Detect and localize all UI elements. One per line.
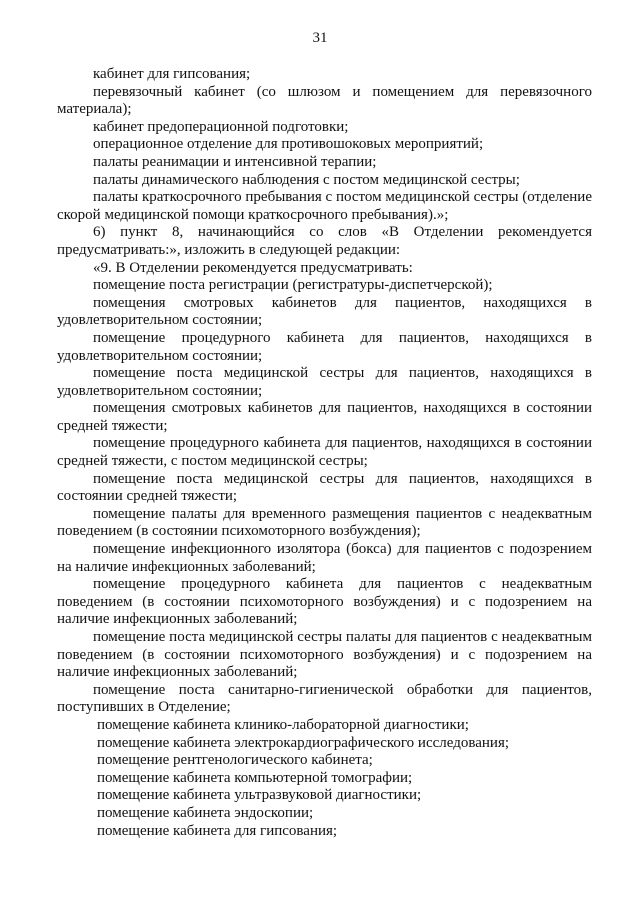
paragraph: помещения смотровых кабинетов для пациентов, находящихся в состоянии средней тяжести; <box>57 400 592 434</box>
paragraph: кабинет предоперационной подготовки; <box>93 118 349 135</box>
paragraph: палаты краткосрочного пребывания с постом медицинской сестры (отделение скорой медицинской помощи краткосрочного пребывания).»; <box>57 189 592 223</box>
paragraph: помещение поста санитарно-гигиенической обработки для пациентов, поступивших в Отделение; <box>57 681 592 716</box>
paragraph: помещение инфекционного изолятора (бокса) для пациентов с подозрением на наличие инфекционных заболеваний; <box>57 541 592 575</box>
paragraph: помещение рентгенологического кабинета; <box>97 752 373 769</box>
paragraph: операционное отделение для противошоковых мероприятий; <box>93 136 484 153</box>
paragraph: помещение кабинета ультразвуковой диагностики; <box>97 787 422 804</box>
paragraph: кабинет для гипсования; <box>93 66 251 82</box>
paragraph: помещение процедурного кабинета для пациентов, находящихся в состоянии средней тяжести, с постом медицинской сестры; <box>57 435 592 470</box>
paragraph: 6) пункт 8, начинающийся со слов «В Отделении рекомендуется предусматривать:», изложить в следующей редакции: <box>57 224 592 258</box>
paragraph: помещение кабинета компьютерной томографии; <box>97 769 413 786</box>
paragraph: помещение палаты для временного размещения пациентов с неадекватным поведением (в состоянии психомоторного возбуждения); <box>57 505 592 540</box>
paragraph: помещения смотровых кабинетов для пациентов, находящихся в удовлетворительном состоянии; <box>57 294 592 329</box>
paragraph: палаты динамического наблюдения с постом медицинской сестры; <box>93 171 520 188</box>
paragraph: палаты реанимации и интенсивной терапии; <box>93 153 377 170</box>
paragraph: помещение поста медицинской сестры для пациентов, находящихся в состоянии средней тяжести; <box>57 470 592 505</box>
paragraph: помещение кабинета клинико-лабораторной диагностики; <box>97 716 469 733</box>
paragraph: помещение поста регистрации (регистратуры-диспетчерской); <box>93 277 493 294</box>
document-body <box>57 66 592 840</box>
paragraph: помещение поста медицинской сестры для пациентов, находящихся в удовлетворительном состоянии; <box>57 365 592 399</box>
paragraph: перевязочный кабинет (со шлюзом и помещением для перевязочного материала); <box>57 83 592 118</box>
paragraph: помещение процедурного кабинета для пациентов, находящихся в удовлетворительном состоянии; <box>57 329 592 364</box>
paragraph: помещение поста медицинской сестры палаты для пациентов с неадекватным поведением (в состоянии психомоторного возбуждения) и с подозрением на наличие инфекционных заболеваний; <box>57 629 592 681</box>
paragraph: помещение кабинета для гипсования; <box>97 822 338 839</box>
paragraph: помещение кабинета электрокардиографического исследования; <box>97 734 510 751</box>
paragraph: помещение процедурного кабинета для пациентов с неадекватным поведением (в состоянии психомоторного возбуждения) и с подозрением на наличие инфекционных заболеваний; <box>57 576 592 628</box>
page-number: 31 <box>312 30 328 46</box>
paragraph: помещение кабинета эндоскопии; <box>97 804 314 821</box>
paragraph: «9. В Отделении рекомендуется предусматривать: <box>93 259 413 276</box>
